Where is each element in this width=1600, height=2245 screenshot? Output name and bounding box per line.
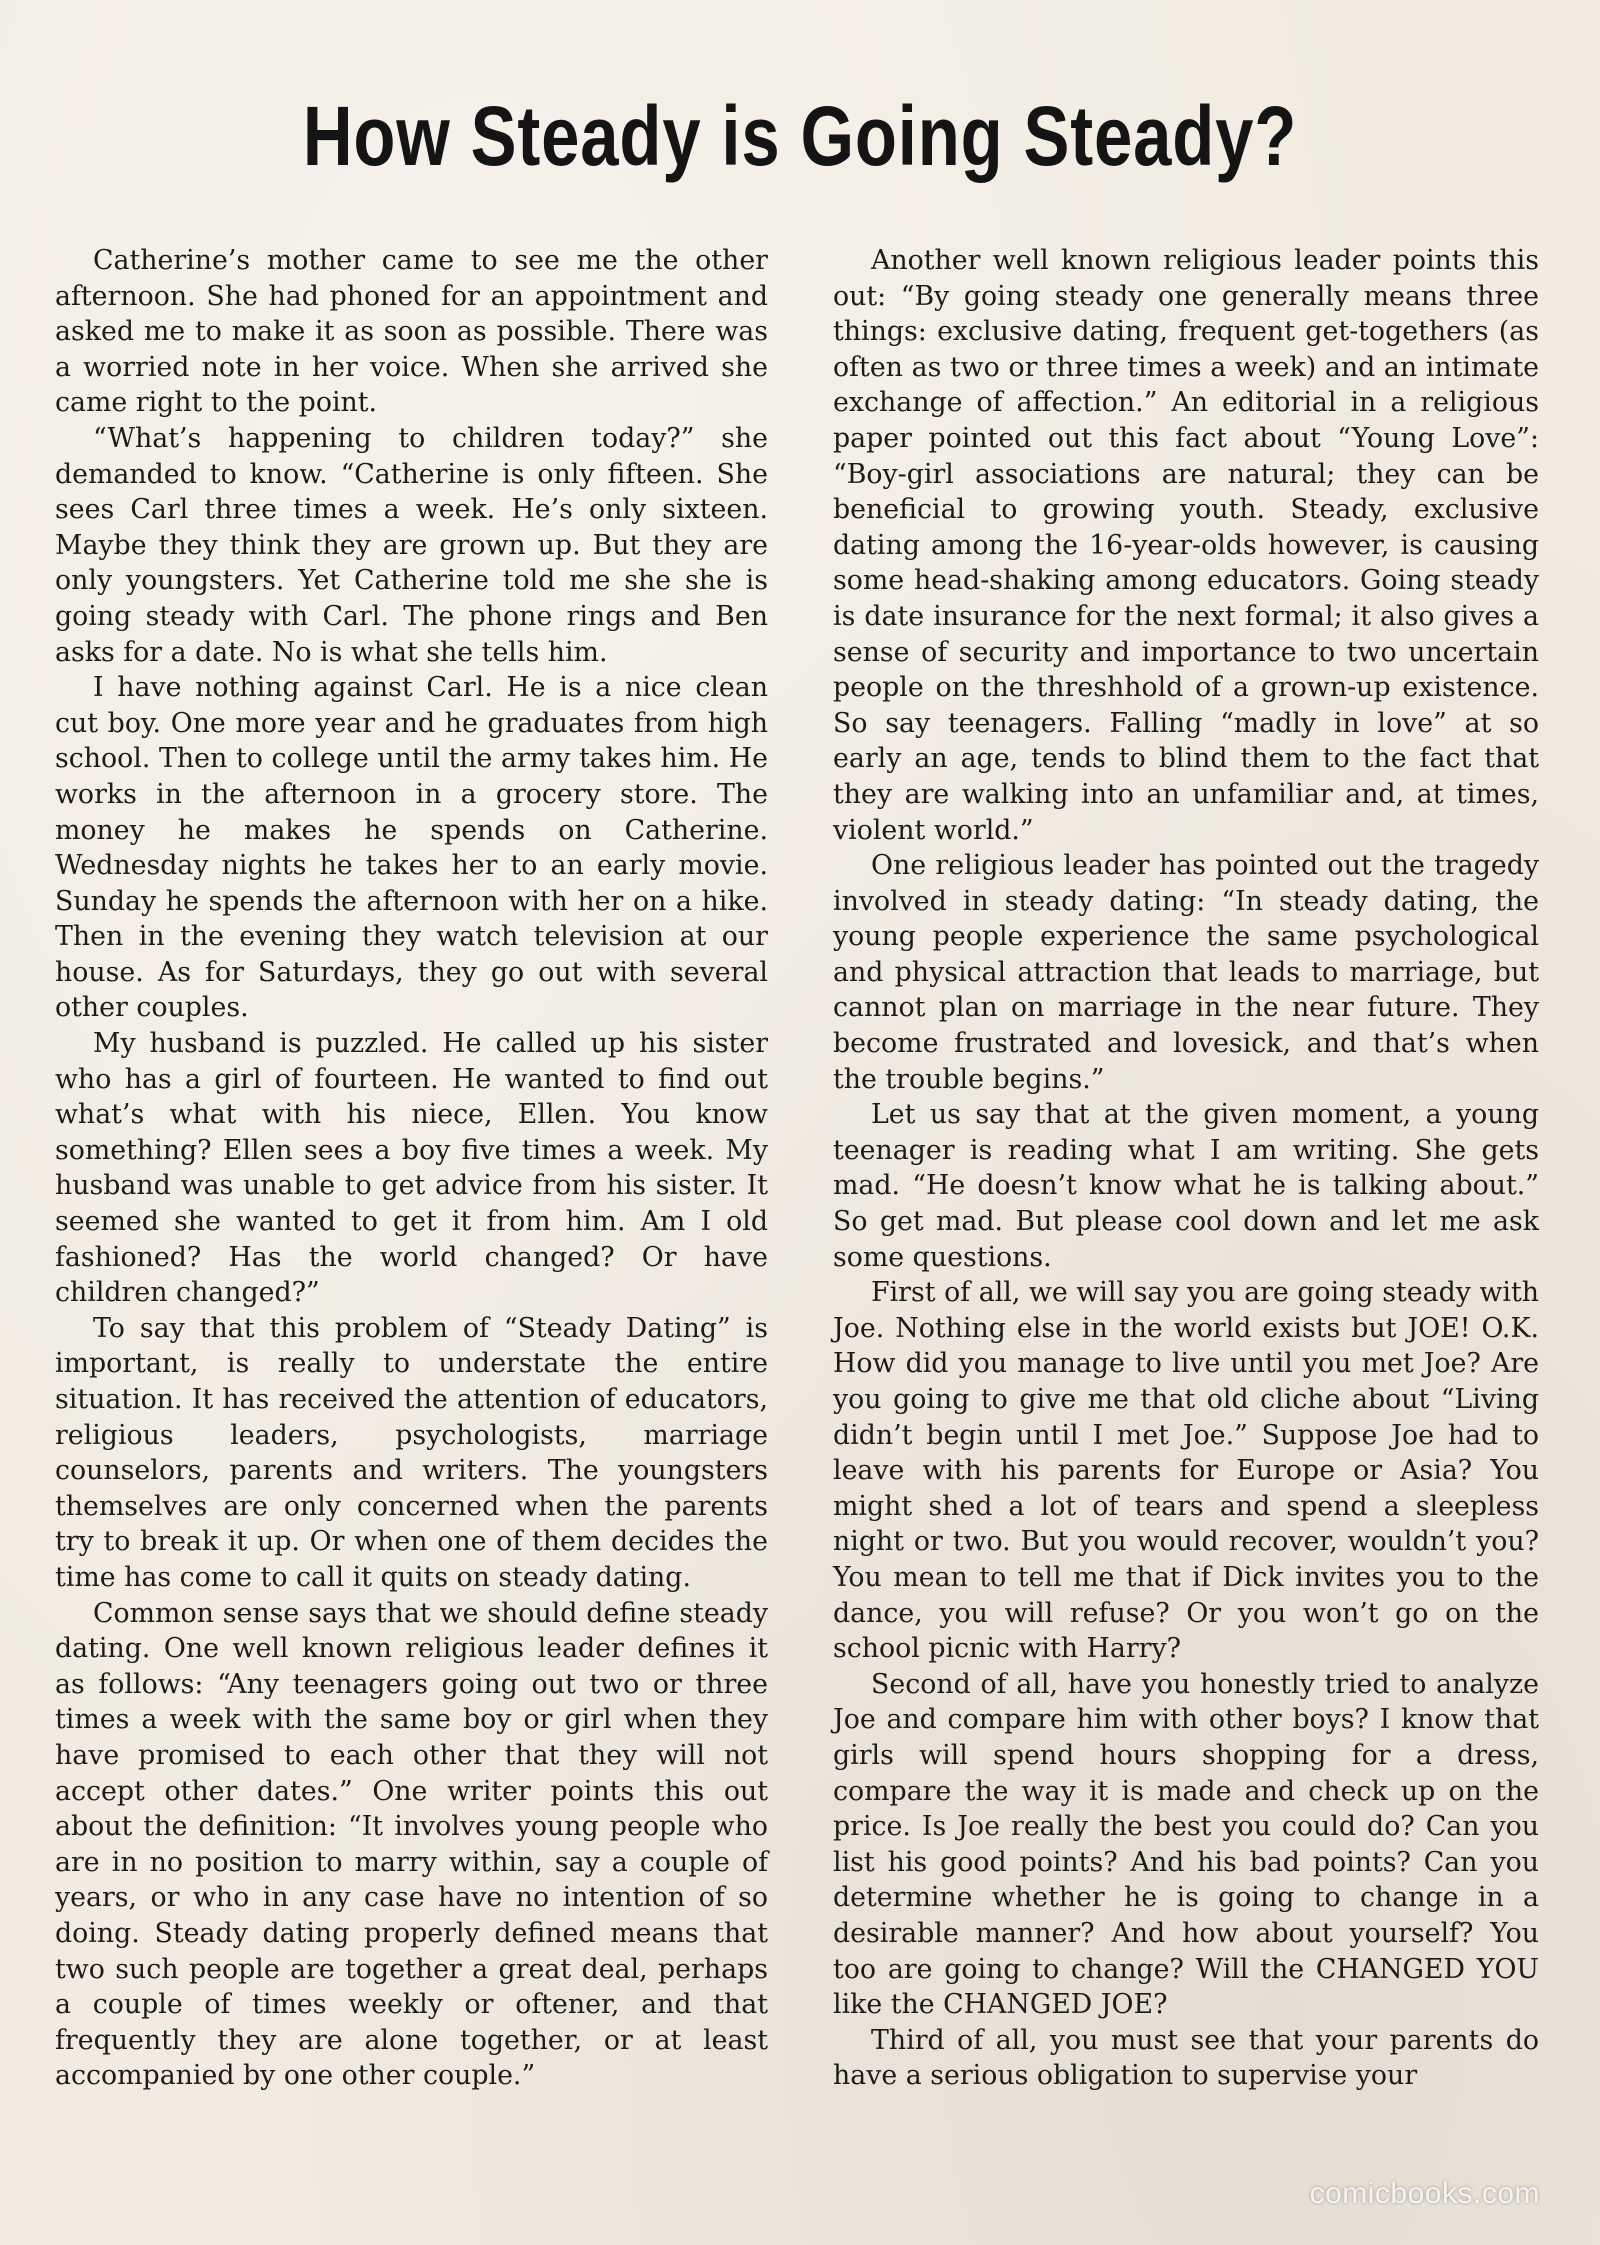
paragraph: I have nothing against Carl. He is a nice clean cut boy. One more year and he graduates from high school. Then to college until the army takes him. He works in the afternoon in a grocery store. The money he makes he spends on Catherine. Wednesday nights he takes her to an early movie. Sunday he spends the afternoon with her on a hike. Then in the evening they watch television at our house. As for Saturdays, they go out with several other couples. xyxy=(55,672,768,1024)
paragraph: Third of all, you must see that your parents do have a serious obligation to supervise your xyxy=(833,2024,1539,2092)
left-column xyxy=(55,243,768,2094)
paragraph: First of all, we will say you are going steady with Joe. Nothing else in the world exists but JOE! O.K. How did you manage to live until you met Joe? Are you going to give me that old cliche about “Living didn’t begin until I met Joe.” Suppose Joe had to leave with his parents for Europe or Asia? You might shed a lot of tears and spend a sleepless night or two. But you would recover, wouldn’t you? You mean to tell me that if Dick invites you to the dance, you will refuse? Or you won’t go on the school picnic with Harry? xyxy=(833,1277,1539,1665)
paragraph: Second of all, have you honestly tried to analyze Joe and compare him with other boys? I know that girls will spend hours shopping for a dress, compare the way it is made and check up on the price. Is Joe really the best you could do? Can you list his good points? And his bad points? Can you determine whether he is going to change in a desirable manner? And how about yourself? You too are going to change? Will the CHANGED YOU like the CHANGED JOE? xyxy=(833,1668,1539,2021)
paragraph: Catherine’s mother came to see me the other afternoon. She had phoned for an appointment and asked me to make it as soon as possible. There was a worried note in her voice. When she arrived she came right to the point. xyxy=(55,245,768,419)
right-column xyxy=(833,243,1539,2094)
watermark: comicbooks.com xyxy=(1309,2177,1540,2210)
paragraph: One religious leader has pointed out the tragedy involved in steady dating: “In steady dating, the young people experience the same psychological and physical attraction that leads to marriage, but cannot plan on marriage in the near future. They become frustrated and lovesick, and that’s when the trouble begins.” xyxy=(833,850,1539,1095)
paragraph: Let us say that at the given moment, a young teenager is reading what I am writing. She gets mad. “He doesn’t know what he is talking about.” So get mad. But please cool down and let me ask some questions. xyxy=(833,1099,1539,1273)
paragraph: To say that this problem of “Steady Dating” is important, is really to understate the entire situation. It has received the attention of educators, religious leaders, psychologists, marriage counselors, parents and writers. The youngsters themselves are only concerned when the parents try to break it up. Or when one of them decides the time has come to call it quits on steady dating. xyxy=(55,1312,768,1593)
paragraph: Another well known religious leader points this out: “By going steady one generally means three things: exclusive dating, frequent get-togethers (as often as two or three times a week) and an intimate exchange of affection.” An editorial in a religious paper pointed out this fact about “Young Love”: “Boy-girl associations are natural; they can be beneficial to growing youth. Steady, exclusive dating among the 16-year-olds however, is causing some head-shaking among educators. Going steady is date insurance for the next formal; it also gives a sense of security and importance to two uncertain people on the threshhold of a grown-up existence. So say teenagers. Falling “madly in love” at so early an age, tends to blind them to the fact that they are walking into an unfamiliar and, at times, violent world.” xyxy=(833,245,1539,846)
paragraph: “What’s happening to children today?” she demanded to know. “Catherine is only fifteen. She sees Carl three times a week. He’s only sixteen. Maybe they think they are grown up. But they are only youngsters. Yet Catherine told me she she is going steady with Carl. The phone rings and Ben asks for a date. No is what she tells him. xyxy=(55,422,768,668)
article-title: How Steady is Going Steady? xyxy=(302,89,1298,184)
paragraph: My husband is puzzled. He called up his sister who has a girl of fourteen. He wanted to find out what’s what with his niece, Ellen. You know something? Ellen sees a boy five times a week. My husband was unable to get advice from his sister. It seemed she wanted to get it from him. Am I old fashioned? Has the world changed? Or have children changed?” xyxy=(55,1028,768,1309)
paragraph: Common sense says that we should define steady dating. One well known religious leader defines it as follows: “Any teenagers going out two or three times a week with the same boy or girl when they have promised to each other that they will not accept other dates.” One writer points this out about the definition: “It involves young people who are in no position to marry within, say a couple of years, or who in any case have no intention of so doing. Steady dating properly defined means that two such people are together a great deal, perhaps a couple of times weekly or oftener, and that frequently they are alone together, or at least accompanied by one other couple.” xyxy=(55,1597,768,2092)
